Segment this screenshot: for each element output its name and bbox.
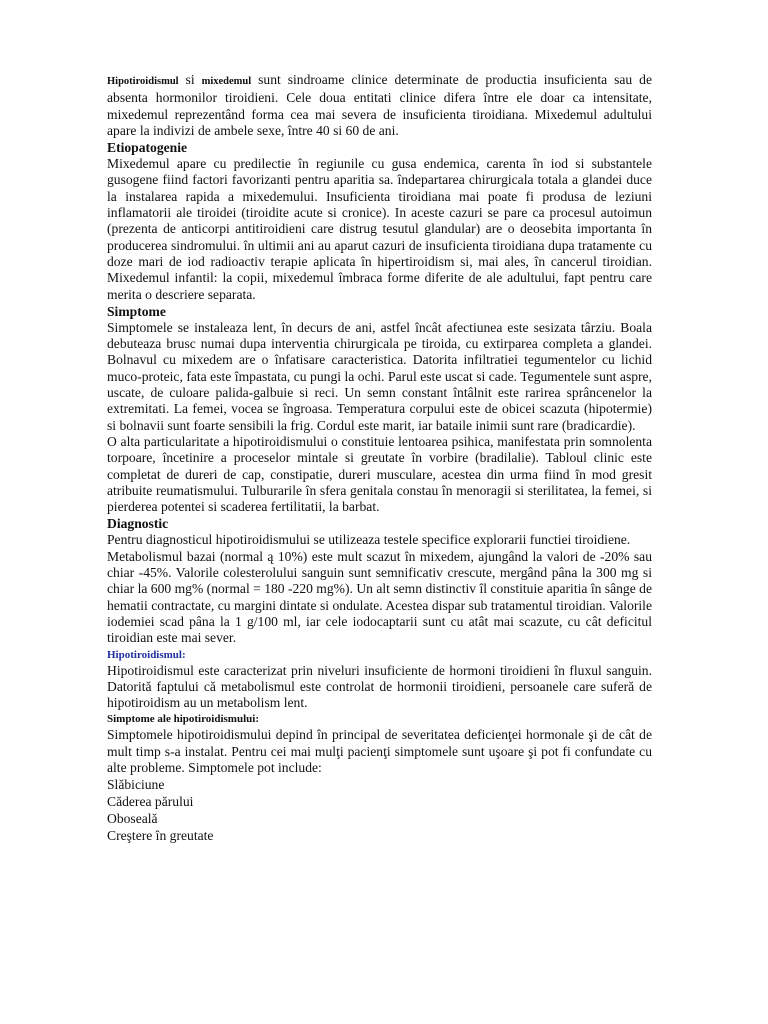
- symptom-list: [107, 776, 652, 844]
- simptome-paragraph-1: Simptomele se instaleaza lent, în decurs de ani, astfel încât afectiunea este sesizata târziu. Boala debuteaza brusc numai dupa interventia chirurgicala pe tiroida, cu extirparea completa a glandei. Bolnavul cu mixedem are o înfatisare caracteristica. Datorita infiltratiei tegumentelor cu lichid muco-proteic, fata este împastata, cu pungi la ochi. Parul este uscat si cade. Tegumentele sunt aspre, uscate, de culoare palida-galbuie si reci. Un semn constant întâlnit este rarirea sprâncenelor la extremitati. La femei, vocea se îngroasa. Temperatura corpului este de obicei scazuta (hipotermie) si bolnavii sunt foarte sensibili la frig. Cordul este marit, iar bataile inimii sunt rare (bradicardie).: [107, 319, 652, 433]
- document-body: [107, 72, 652, 844]
- list-item: Oboseală: [107, 811, 158, 827]
- diagnostic-paragraph-2: Metabolismul bazai (normal ą 10%) este mult scazut în mixedem, ajungând la valori de -20% sau chiar -45%. Valorile colesterolului sanguin sunt semnificativ crescute, mergând pâna la 300 mg si chiar la 600 mg% (normal = 180 -220 mg%). Un alt semn distinctiv îl constituie aparitia în sânge de hematii contractate, cu margini dintate si ondulate. Acestea dispar sub tratamentul tiroidian. Valorile iodemiei scad pâna la 1 g/100 ml, iar cele iodocaptarii sunt cu atât mai scazute, cu cât deficitul tiroidian este mai sever.: [107, 548, 652, 646]
- heading-diagnostic: Diagnostic: [107, 516, 169, 532]
- diagnostic-paragraph-1: Pentru diagnosticul hipotiroidismului se utilizeaza testele specifice explorarii functiei tiroidiene.: [107, 532, 631, 548]
- hipotiroidismul-paragraph: Hipotiroidismul este caracterizat prin niveluri insuficiente de hormoni tiroidieni în fluxul sanguin. Datorită faptului că metabolismul este controlat de hormonii tiroidieni, persoanele care suferă de hipotiroidism au un metabolism lent.: [107, 662, 652, 711]
- list-item: Creştere în greutate: [107, 828, 214, 844]
- intro-connector: si: [178, 72, 202, 87]
- intro-lead-term-1: Hipotiroidismul: [107, 76, 179, 87]
- list-item: Căderea părului: [107, 794, 194, 810]
- simptome-ale-paragraph: Simptomele hipotiroidismului depind în principal de severitatea deficienţei hormonale şi de cât de mult timp s-a instalat. Pentru cei mai mulţi pacienţi simptomele sunt uşoare şi pot fi confundate cu alte probleme. Simptomele pot include:: [107, 727, 652, 775]
- simptome-paragraph-2: O alta particularitate a hipotiroidismului o constituie lentoarea psihica, manifestata prin somnolenta torpoare, încetinire a proceselor mintale si greutate în vorbire (bradilalie). Tabloul clinic este completat de dureri de cap, constipatie, dureri musculare, acestea din urma fiind în mod gresit atribuite reumatismului. Tulburarile în sfera genitala constau în menoragii si sterilitatea, la femei, si pierderea potentei si scaderea fertilitatii, la barbat.: [107, 433, 652, 515]
- heading-simptome-ale: Simptome ale hipotiroidismului:: [107, 713, 259, 726]
- etiopatogenie-paragraph: Mixedemul apare cu predilectie în regiunile cu gusa endemica, carenta în iod si substantele gusogene fiind factori favorizanti pentru aparitia sa. îndepartarea chirurgicala totala a glandei duce la instalarea rapida a mixedemului. Insuficienta tiroidiana mai poate fi produsa de leziuni inflamatorii ale tiroidei (tiroidite acute si cronice). In aceste cazuri se pare ca procesul autoimun (prezenta de anticorpi antitiroidieni care distrug tesutul glandular) are o deosebita importanta în producerea sindromului. în ultimii ani au aparut cazuri de insuficienta tiroidiana dupa tratamente cu doze mari de iod radioactiv terapie aplicata în hipertiroidism si, mai ales, în cancerul tiroidian. Mixedemul infantil: la copii, mixedemul îmbraca forme diferite de ale adultului, fapt pentru care merita o descriere separata.: [107, 156, 652, 302]
- list-item: Slăbiciune: [107, 777, 165, 793]
- intro-lead-term-2: mixedemul: [201, 76, 252, 87]
- intro-paragraph: [107, 72, 652, 139]
- heading-simptome: Simptome: [107, 303, 166, 319]
- heading-hipotiroidismul: Hipotiroidismul:: [107, 648, 186, 661]
- heading-etiopatogenie: Etiopatogenie: [107, 140, 188, 156]
- intro-text: sunt sindroame clinice determinate de productia insuficienta sau de absenta hormonilor tiroidieni. Cele doua entitati clinice difera între ele doar ca intensitate, mixedemul reprezentând forma cea mai severa de insuficienta tiroidiana. Mixedemul adultului apare la indivizi de ambele sexe, între 40 si 60 de ani.: [107, 72, 652, 138]
